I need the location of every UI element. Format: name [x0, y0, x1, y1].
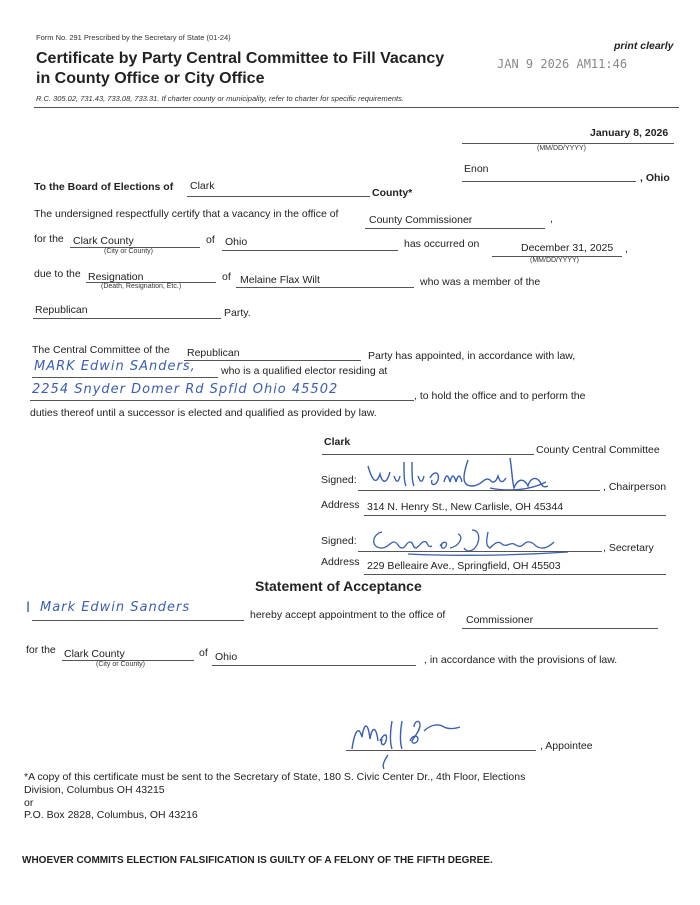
former-member-name: Melaine Flax Wilt — [240, 274, 320, 286]
chair-signature-line — [358, 490, 600, 491]
appointee-signature-line — [346, 750, 536, 751]
print-clearly-note: print clearly — [614, 40, 674, 52]
vacancy-date: December 31, 2025 — [521, 242, 614, 254]
acceptance-heading: Statement of Acceptance — [255, 578, 422, 594]
appointee-signature — [348, 715, 478, 772]
appointee-name-line — [32, 377, 218, 378]
acceptance-text1: hereby accept appointment to the office of — [250, 609, 446, 621]
secretary-role: , Secretary — [603, 542, 654, 554]
place-state: , Ohio — [640, 172, 670, 184]
vacancy-state: Ohio — [225, 236, 248, 248]
acceptance-state: Ohio — [215, 651, 238, 663]
secretary-address-label: Address — [321, 556, 360, 568]
appointment-prefix: The Central Committee of the — [32, 344, 170, 356]
acceptance-i: I — [26, 600, 32, 616]
secretary-signed-label: Signed: — [321, 535, 357, 547]
acceptance-jurisdiction: Clark County — [64, 648, 125, 660]
board-prefix: To the Board of Elections of — [34, 181, 174, 193]
vacancy-office-line — [365, 228, 545, 229]
vacancy-party: Republican — [35, 304, 88, 316]
appointment-text1: Party has appointed, in accordance with law, — [368, 350, 576, 362]
appointee-role: , Appointee — [540, 740, 593, 752]
chair-address-label: Address — [321, 499, 360, 511]
vacancy-of-2: of — [222, 271, 231, 283]
certificate-date: January 8, 2026 — [590, 127, 669, 139]
date-line — [462, 143, 674, 144]
secretary-address: 229 Belleaire Ave., Springfield, OH 45503 — [367, 560, 561, 572]
vacancy-state-line — [222, 250, 398, 251]
vacancy-date-caption: (MM/DD/YYYY) — [530, 257, 579, 264]
vacancy-office: County Commissioner — [369, 214, 473, 226]
board-county-line — [187, 196, 370, 197]
received-stamp: JAN 9 2026 AM11:46 — [497, 57, 628, 71]
secretary-signature — [368, 524, 578, 563]
footer-note-2: Division, Columbus OH 43215 — [24, 784, 165, 796]
committee-label: County Central Committee — [536, 444, 660, 456]
member-text: who was a member of the — [420, 276, 541, 288]
place-line — [462, 181, 636, 182]
vacancy-reason-caption: (Death, Resignation, Etc.) — [101, 283, 182, 290]
vacancy-of: of — [206, 234, 215, 246]
board-county: Clark — [190, 180, 215, 192]
vacancy-reason: Resignation — [88, 271, 144, 283]
vacancy-date-comma: , — [625, 243, 628, 255]
vacancy-party-line — [33, 318, 221, 319]
date-caption: (MM/DD/YYYY) — [537, 145, 586, 152]
acceptance-office: Commissioner — [466, 614, 534, 626]
vacancy-jurisdiction: Clark County — [73, 235, 134, 247]
chair-address: 314 N. Henry St., New Carlisle, OH 45344 — [367, 501, 564, 513]
footer-or: or — [24, 797, 34, 809]
vacancy-for-the: for the — [34, 233, 64, 245]
board-suffix: County* — [372, 187, 413, 199]
acceptance-state-line — [212, 665, 416, 666]
footer-note-1: *A copy of this certificate must be sent to the Secretary of State, 180 S. Civic Center Dr., 4th Floor, Elections — [24, 771, 526, 783]
form-title-line1: Certificate by Party Central Committee to Fill Vacancy — [36, 50, 445, 67]
party-suffix: Party. — [224, 307, 251, 319]
due-to-label: due to the — [34, 268, 81, 280]
appointment-text4: duties thereof until a successor is elected and qualified as provided by law. — [30, 407, 377, 419]
committee-county: Clark — [324, 436, 351, 448]
vacancy-jurisdiction-caption: (City or County) — [104, 248, 154, 255]
acceptance-text2: , in accordance with the provisions of law. — [424, 654, 618, 666]
secretary-address-line — [364, 574, 666, 575]
vacancy-intro: The undersigned respectfully certify that a vacancy in the office of — [34, 208, 339, 220]
appointee-address-line — [30, 400, 414, 401]
appointment-text2: who is a qualified elector residing at — [221, 365, 388, 377]
form-title-line2: in County Office or City Office — [36, 70, 265, 87]
statute-reference: R.C. 305.02, 731.43, 733.08, 733.31. If charter county or municipality, refer to charter for specific requirements. — [36, 94, 404, 103]
form-number: Form No. 291 Prescribed by the Secretary of State (01-24) — [36, 33, 231, 42]
acceptance-for-the: for the — [26, 644, 56, 656]
appointee-name-handwritten: MARK Edwin SAnders, — [34, 359, 196, 374]
appointment-party: Republican — [187, 347, 240, 359]
acceptance-office-line — [462, 628, 658, 629]
chairperson-signature — [360, 452, 560, 499]
former-member-line — [236, 287, 414, 288]
appointment-text3: , to hold the office and to perform the — [414, 390, 586, 402]
place-city: Enon — [464, 163, 489, 175]
vacancy-occurred-on: has occurred on — [404, 238, 480, 250]
chair-address-line — [364, 515, 666, 516]
secretary-signature-line — [358, 551, 602, 552]
acceptance-name-handwritten: Mark Edwin Sanders — [40, 600, 191, 615]
acceptance-name-line — [32, 620, 244, 621]
vacancy-office-comma: , — [550, 213, 553, 225]
chair-signed-label: Signed: — [321, 474, 357, 486]
acceptance-of: of — [199, 647, 208, 659]
chair-role: , Chairperson — [603, 481, 667, 493]
appointment-party-line — [184, 360, 361, 361]
appointee-address-handwritten: 2254 Snyder Domer Rd Spfld Ohio 45502 — [32, 382, 339, 397]
falsification-warning: WHOEVER COMMITS ELECTION FALSIFICATION IS GUILTY OF A FELONY OF THE FIFTH DEGREE. — [22, 855, 493, 866]
footer-po-box: P.O. Box 2828, Columbus, OH 43216 — [24, 809, 198, 821]
acceptance-jurisdiction-caption: (City or County) — [96, 661, 146, 668]
header-divider — [34, 107, 679, 108]
